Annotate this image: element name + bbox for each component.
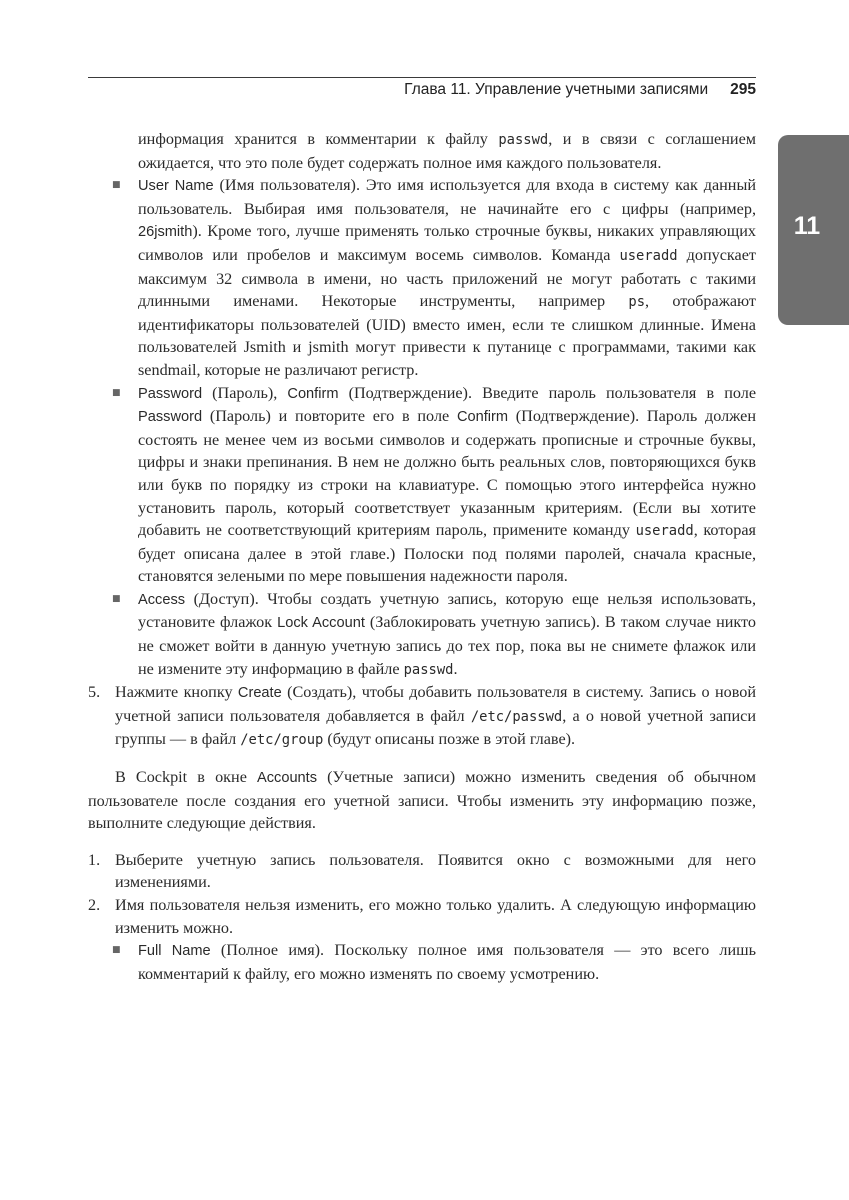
chapter-tab-number: 11 (793, 212, 821, 240)
continued-paragraph: информация хранится в комментарии к файлу passwd, и в связи с соглашением ожидается, что это поле будет содержать полное имя каждого пользователя. (138, 130, 756, 172)
paragraph-cockpit: В Cockpit в окне Accounts (Учетные записи) можно изменить сведения об обычном пользователе после создания его учетной записи. Чтобы изменить эту информацию позже, выполните следующие действия. (88, 768, 756, 833)
bullet-icon: ■ (112, 387, 121, 398)
chapter-title: Глава 11. Управление учетными записями (404, 81, 709, 98)
bullet-access: ■ Access (Доступ). Чтобы создать учетную запись, которую еще нельзя использовать, установите флажок Lock Account (Заблокировать учетную запись). В таком случае никто не сможет войти в данную учетную запись до тех пор, пока вы не снимете флажок или не измените эту информацию в файле passwd. (112, 589, 756, 678)
chapter-tab (778, 135, 849, 325)
code-passwd: passwd (403, 661, 454, 678)
bullet-icon: ■ (112, 945, 121, 956)
code-etc-passwd: /etc/passwd (470, 708, 563, 725)
running-header (88, 81, 756, 99)
bullet-icon: ■ (112, 180, 121, 191)
code-useradd: useradd (635, 523, 694, 540)
numbered-step-1: 1. Выберите учетную запись пользователя. Появится окно с возможными для него изменениями. (88, 850, 756, 892)
code-useradd: useradd (619, 247, 678, 264)
step-number: 2. (88, 896, 101, 914)
bullet-icon: ■ (112, 593, 121, 604)
code-passwd: passwd (498, 132, 549, 148)
page-body (88, 128, 756, 985)
code-ps: ps (628, 294, 646, 311)
bullet-password: ■ Password (Пароль), Confirm (Подтверждение). Введите пароль пользователя в поле Password (Пароль) и повторите его в поле Confirm (Подтверждение). Пароль должен состоять не менее чем из восьми символов и содержать прописные и строчные буквы, цифры и знаки препинания. В нем не должно быть реальных слов, повторяющихся букв или букв по порядку из строки на клавиатуре. С помощью этого интерфейса нужно установить пароль, который соответствует указанным критериям. (Если вы хотите добавить не соответствующий критериям пароль, примените команду useradd, которая будет описана далее в этой главе.) Полоски под полями паролей, сначала красные, становятся зелеными по мере повышения надежности пароля. (112, 383, 757, 586)
header-rule (88, 77, 756, 78)
bullet-user-name: ■ User Name (Имя пользователя). Это имя используется для входа в систему как данный пользователь. Выбирая имя пользователя, не начинайте его с цифры (например, 26jsmith). Кроме того, лучше применять только строчные буквы, никаких управляющих символов или пробелов и максимум восемь символов. Команда useradd допускает максимум 32 символа в имени, но часть приложений не могут работать с такими длинными именами. Некоторые инструменты, например ps, отображают идентификаторы пользователей (UID) вместо имен, если те слишком длинные. Имена пользователей Jsmith и jsmith могут привести к путанице с программами, такими как sendmail, которые не различают регистр. (112, 176, 757, 379)
bullet-full-name: ■ Full Name (Полное имя). Поскольку полное имя пользователя — это всего лишь комментарий к файлу, его можно изменять по своему усмотрению. (112, 941, 757, 983)
page-number: 295 (730, 81, 756, 98)
step-number: 1. (88, 850, 101, 869)
numbered-step-2: 2. Имя пользователя нельзя изменить, его можно только удалить. А следующую информацию изменить можно. (88, 896, 756, 937)
step-number: 5. (88, 683, 101, 702)
numbered-step-5: 5. Нажмите кнопку Create (Создать), чтобы добавить пользователя в систему. Запись о новой учетной записи пользователя добавляется в файл /etc/passwd, а о новой учетной записи группы — в файл /etc/group (будут описаны позже в этой главе). (88, 683, 756, 749)
code-etc-group: /etc/group (240, 732, 324, 749)
term-user-name: User Name (138, 178, 214, 195)
